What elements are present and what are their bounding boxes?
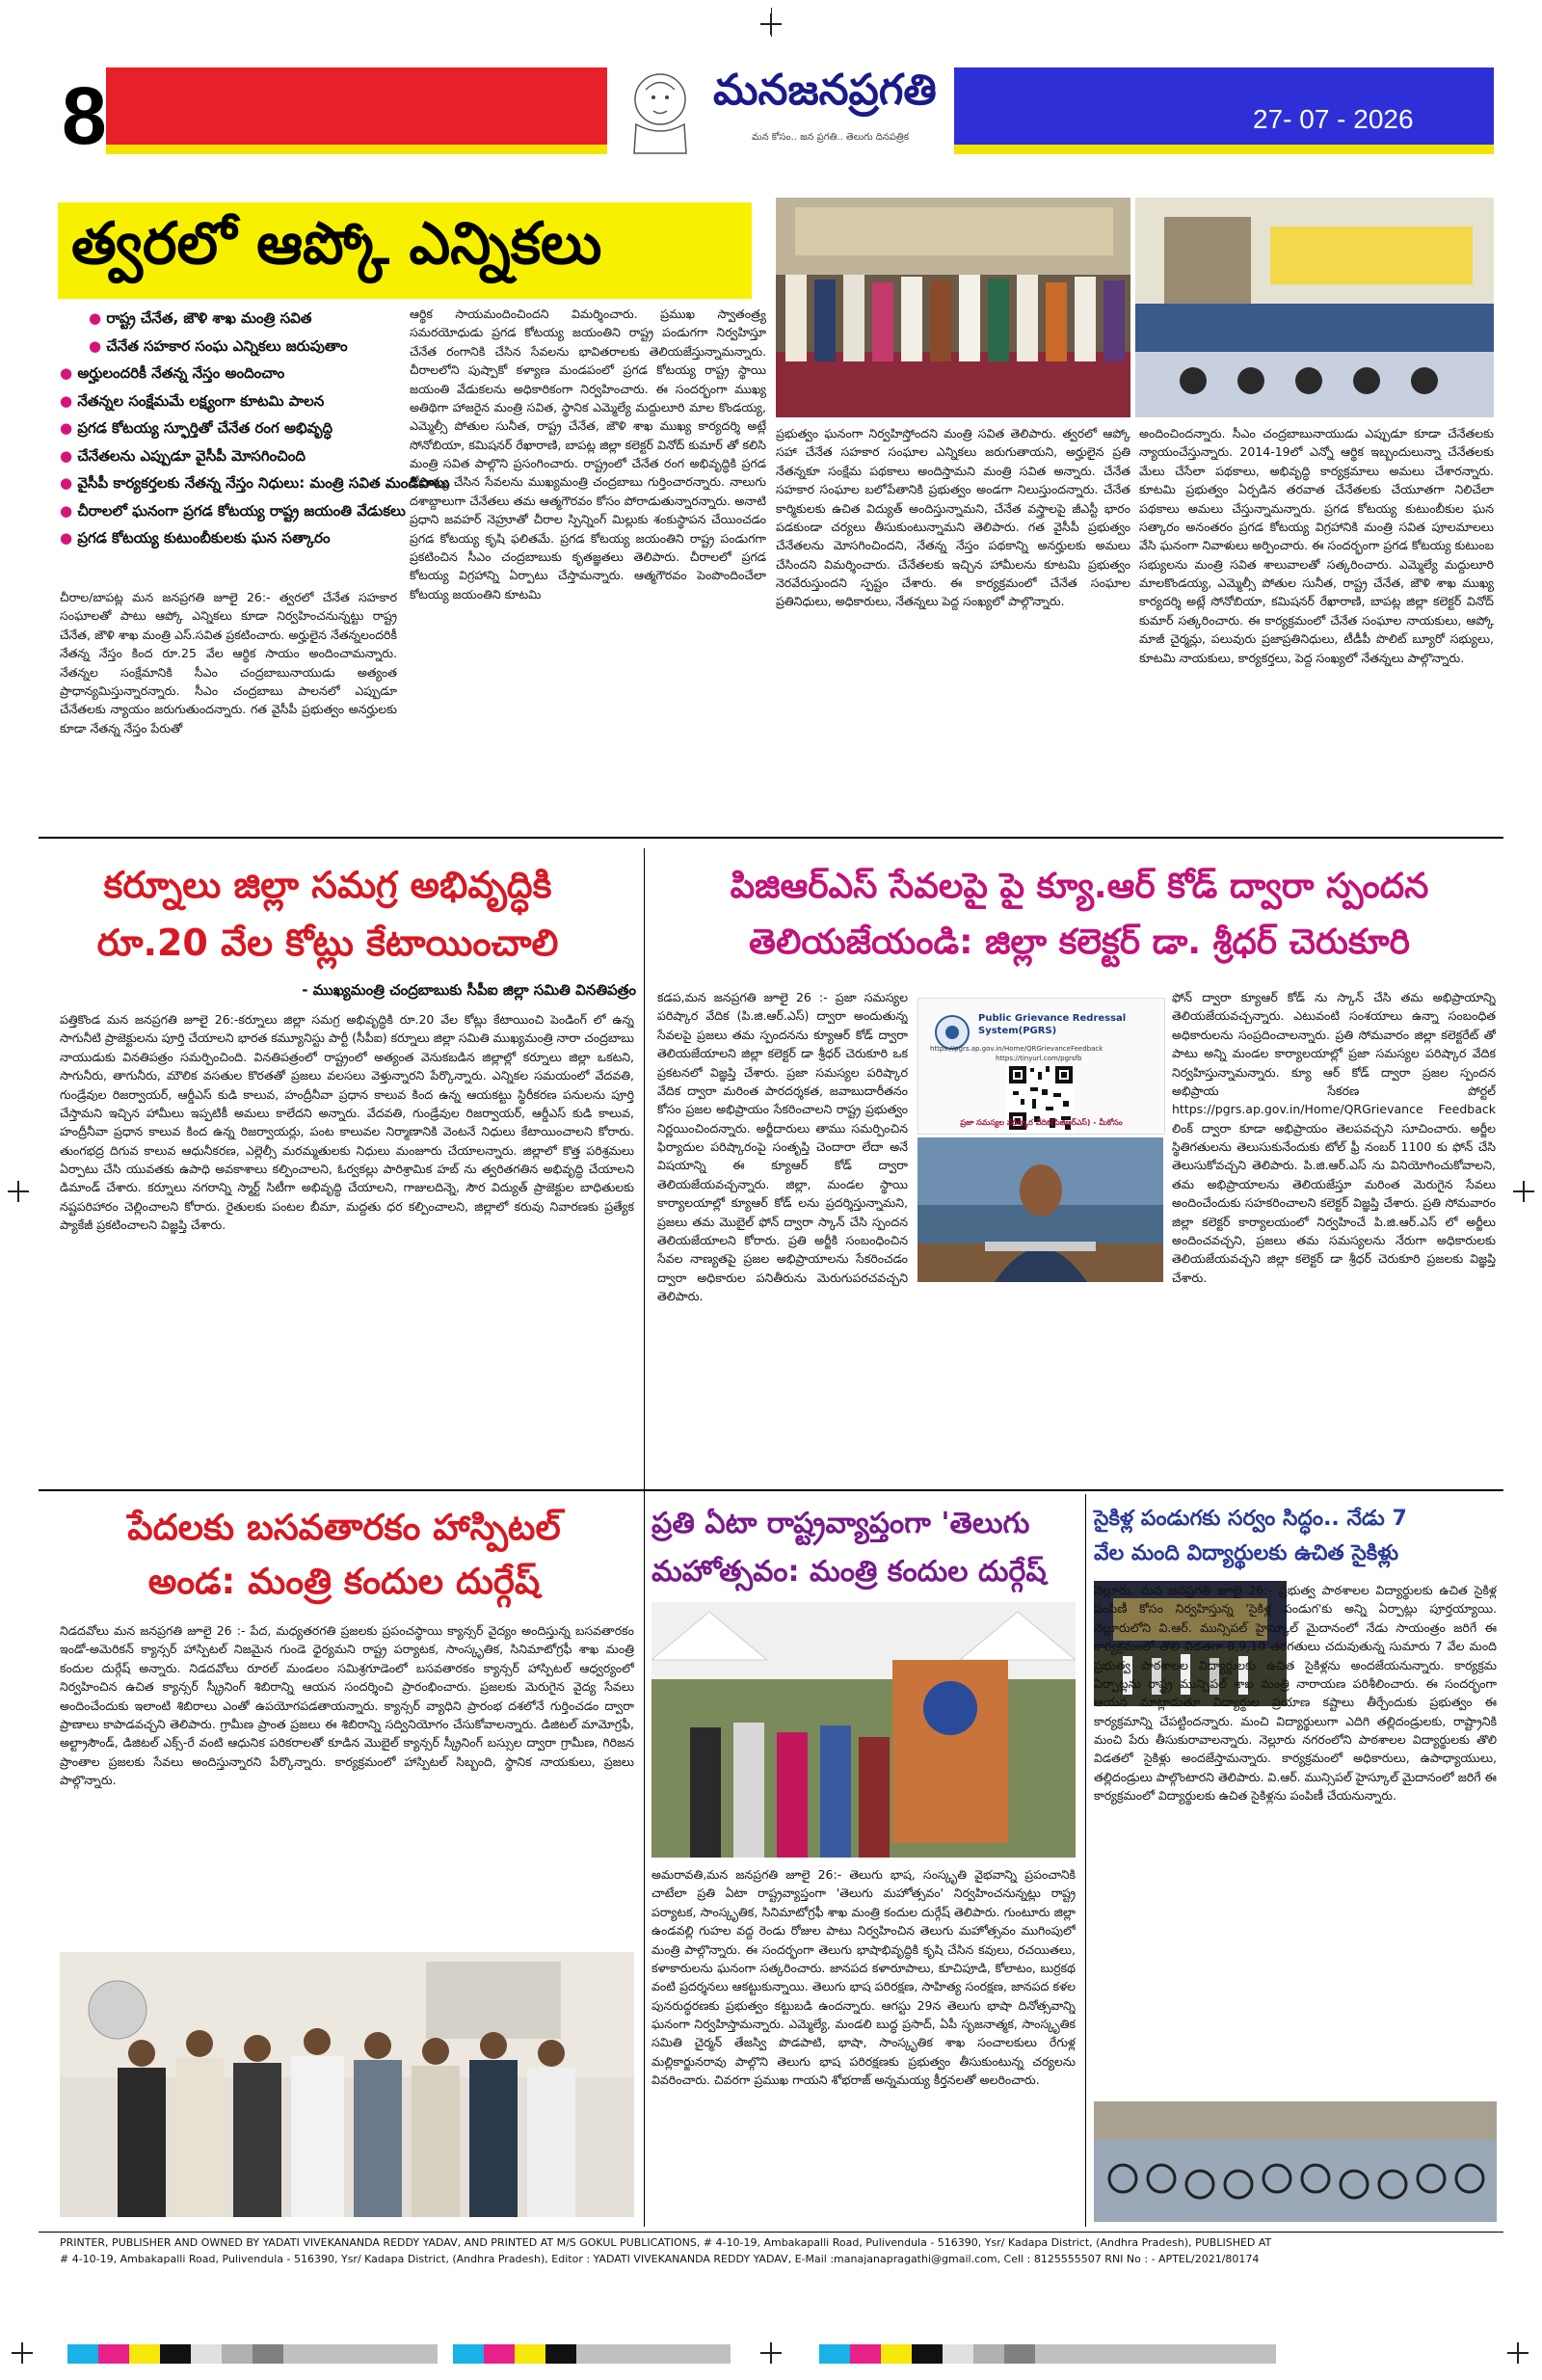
registration-mark-top [760,13,782,35]
registration-mark-bottom-left [12,2342,33,2364]
article6-headline-line2: వేల మంది విద్యార్థులకు ఉచిత సైకిళ్లు [1094,1541,1399,1565]
collector-photo-graphic [917,1137,1163,1282]
article1-photo-felicitation [776,198,1130,417]
article5-photo-festival [651,1602,1076,1858]
article1-column-1: చీరాల/బాపట్ల మన జనప్రగతి జూలై 26:- త్వరలో చేనేత సహకార సంఘాలతో పాటు ఆప్కో ఎన్నికలు కూడా నిర్వహించనున్నట్టు రాష్ట్ర చేనేత, జౌళి శాఖ మంత్రి ఎస్.సవిత ప్రకటించారు. అర్హులైన నేతన్నలందరికీ నేతన్న నేస్తం కింద రూ.25 వేల ఆర్థిక సాయం అందించామన్నారు. నేతన్నల సంక్షేమానికి సీఎం చంద్రబాబునాయుడు అత్యంత ప్రాధాన్యమిస్తున్నారన్నారు. సీఎం చంద్రబాబు పాలనలో ఎప్పుడూ చేనేతలకు న్యాయం జరుగుతుందన్నారు. గత వైసీపీ ప్రభుత్వం అనర్హులకు కూడా నేతన్న నేస్తం పేరుతో [60,590,397,735]
pgrs-short-url: https://tinyurl.com/pgrsfb [996,1055,1082,1062]
masthead-logo [607,56,954,162]
bullet-item: ● చేనేత సహకార సంఘ ఎన్నికలు జరుపుతాం [89,336,348,355]
felicitation-photo-graphic [776,198,1130,417]
registration-mark-bottom [760,2342,782,2364]
article6-headline-line1: సైకిళ్ల పండుగకు సర్వం సిద్ధం.. నేడు 7 [1094,1507,1407,1531]
bullet-item: ● చేనేతలను ఎప్పుడూ వైసీపీ మోసగించింది [60,446,306,465]
article2-body: పత్తికొండ మన జనప్రగతి జూలై 26:-కర్నూలు జిల్లా సమగ్ర అభివృద్ధికి రూ.20 వేల కోట్లు కేటాయించి పెండింగ్ లో ఉన్న సాగునీటి ప్రాజెక్టులను పూర్తి చేయాలని భారత కమ్యూనిస్టు పార్టీ (సీపీఐ) కర్నూలు జిల్లా సమితి ముఖ్యమంత్రి నారా చంద్రబాబు నాయుడుకు వినతిపత్రం సమర్పించింది. వినతిపత్రంలో రాష్ట్రంలో అత్యంత వెనుకబడిన జిల్లాల్లో కర్నూలు జిల్లా ఒకటని, సాగునీరు, తాగునీరు, మౌలిక వసతుల కొరతతో ప్రజలు వలసలు వెళ్తున్నారని పేర్కొన్నారు. ఎన్నికల సమయంలో వేదవతి, గుండ్రేవుల రిజర్వాయర్, ఆర్డీఎస్ కుడి కాలువ, హంద్రీనీవా ప్రధాన కాలువ కింద ఉన్న ఆయకట్టు స్థిరీకరణ పనులను పూర్తి చేస్తామని ఇచ్చిన హామీలు ఇప్పటికీ అమలు కాలేదని అన్నారు. వేదవతి, గుండ్రేవుల రిజర్వాయర్, ఆర్డీఎస్ కుడి కాలువ, హంద్రీనీవా ప్రధాన కాలువ కింద ఉన్న రిజర్వాయర్లు, పంట కాలువల నిర్మాణానికి వెంటనే నిధులు కేటాయించాలని కోరారు. తుంగభద్ర దిగువ కాలువ ఆధునీకరణ, ఎల్లెల్సీ మరమ్మతులకు నిధులు మంజూరు చేయాలన్నారు. జిల్లాలో కొత్త పరిశ్రమలు ఏర్పాటు చేసి యువతకు ఉపాధి అవకాశాలు కల్పించాలని, ఓర్వకల్లు పారిశ్రామిక హబ్ ను త్వరితగతిన అభివృద్ధి చేయాలని డిమాండ్ చేశారు. కర్నూలు నగరాన్ని స్మార్ట్ సిటీగా అభివృద్ధి చేయాలని, గాజులదిన్నె, సౌర విద్యుత్ ప్రాజెక్టుల బాధితులకు నష్టపరిహారం చెల్లించాలని కోరారు. రైతులకు పంటల బీమా, మద్దతు ధర కల్పించాలని, జిల్లాలో కరువు నివారణకు ప్రత్యేక ప్యాకేజీ ప్రకటించాలని విజ్ఞప్తి చేశారు. [60,1012,634,1233]
pgrs-qr-poster [917,998,1165,1135]
pgrs-caption: ప్రజా సమస్యల పరిష్కార వేదిక(పిజిఆర్ఎస్) - మీకోసం [960,1118,1123,1127]
article4-body: నిడదవోలు మన జనప్రగతి జూలై 26 :- పేద, మధ్యతరగతి ప్రజలకు ప్రపంచస్థాయి క్యాన్సర్ వైద్యం అందిస్తున్న బసవతారకం ఇండో-అమెరికన్ క్యాన్సర్ హాస్పిటల్ నిజమైన గుండె ధైర్యమని రాష్ట్ర పర్యాటక, సాంస్కృతిక, సినిమాటోగ్రఫీ శాఖ మంత్రి కందుల దుర్గేష్ అన్నారు. నిడదవోలు రూరల్ మండలం సమిశ్రగూడెంలో బసవతారకం క్యాన్సర్ హాస్పిటల్ ఆధ్వర్యంలో నిర్వహించిన ఉచిత క్యాన్సర్ స్క్రీనింగ్ శిబిరాన్ని ఆయన సందర్శించి ప్రారంభించారు. ప్రజలకు మెరుగైన వైద్య సేవలు అందించేందుకు ఇలాంటి శిబిరాలు ఎంతో ఉపయోగపడతాయన్నారు. క్యాన్సర్ వ్యాధిని ప్రారంభ దశలోనే గుర్తించడం ద్వారా ప్రాణాలు కాపాడవచ్చని తెలిపారు. గ్రామీణ ప్రాంత ప్రజలు ఈ శిబిరాన్ని సద్వినియోగం చేసుకోవాలన్నారు. డిజిటల్ మామోగ్రఫీ, అల్ట్రాసౌండ్, డిజిటల్ ఎక్స్-రే వంటి ఆధునిక పరికరాలతో కూడిన మొబైల్ క్యాన్సర్ స్క్రీనింగ్ బస్సుల ద్వారా గ్రామీణ, గిరిజన ప్రాంతాల ప్రజలకు సేవలు అందిస్తున్నారని పేర్కొన్నారు. కార్యక్రమంలో హాస్పిటల్ సిబ్బంది, స్థానిక నాయకులు, ప్రజలు పాల్గొన్నారు. [60,1623,634,1787]
bullet-item: ● ప్రగడ కోటయ్య కుటుంబీకులకు ఘన సత్కారం [60,529,331,547]
stage-photo-graphic [1135,198,1494,417]
article6-photo-cycles [1094,2101,1497,2222]
color-calibration-bar-right [819,2344,1276,2364]
masthead-yellow-strip-right [954,145,1494,154]
article5-body: అమరావతి,మన జనప్రగతి జూలై 26:- తెలుగు భాష, సంస్కృతి వైభవాన్ని ప్రపంచానికి చాటేలా ప్రతి ఏటా రాష్ట్రవ్యాప్తంగా 'తెలుగు మహోత్సవం' నిర్వహించనున్నట్లు రాష్ట్ర పర్యాటక, సాంస్కృతిక, సినిమాటోగ్రఫీ శాఖ మంత్రి కందుల దుర్గేష్ తెలిపారు. గుంటూరు జిల్లా ఉండవల్లి గుహల వద్ద రెండు రోజుల పాటు నిర్వహించిన తెలుగు మహోత్సవం ముగింపులో మంత్రి పాల్గొన్నారు. ఈ సందర్భంగా తెలుగు భాషాభివృద్ధికి కృషి చేసిన కవులు, రచయితలు, కళాకారులను ఘనంగా సత్కరించారు. జానపద కళారూపాలు, కూచిపూడి, కోలాటం, బుర్రకథ వంటి ప్రదర్శనలు ఆకట్టుకున్నాయి. తెలుగు భాష పరిరక్షణ, సాహిత్య సంరక్షణ, జానపద కళల పునరుద్ధరణకు ప్రభుత్వం కట్టుబడి ఉందన్నారు. ఆగస్టు 29న తెలుగు భాషా దినోత్సవాన్ని ఘనంగా నిర్వహిస్తామన్నారు. ఎమ్మెల్యే, మండలి బుద్ధ ప్రసాద్, ఏపీ సృజనాత్మక, సాంస్కృతిక సమితి చైర్మన్ తేజస్వి పొడపాటి, భాషా, సాంస్కృతిక శాఖ సంచాలకులు రేగుళ్ల మల్లికార్జునరావు పాల్గొని తెలుగు భాష పరిరక్షణకు ప్రభుత్వం తీసుకుంటున్న చర్యలను వివరించారు. చివరగా ప్రముఖ గాయని శోభరాజ్ అన్నమయ్య కీర్తనలతో అలరించారు. [651,1867,1076,2088]
hospital-photo-graphic [60,1952,634,2217]
page-number: 8 [62,70,107,161]
imprint-line-1: PRINTER, PUBLISHER AND OWNED BY YADATI VIVEKANANDA REDDY YADAV, AND PRINTED AT M/S GOKUL PUBLICATIONS, # 4-10-19, Ambakapalli Road, Pulivendula - 516390, Ysr/ Kadapa District, (Andhra Pradesh), PUBLISHED AT [60,2236,1272,2249]
article2-headline-line2: రూ.20 వేల కోట్లు కేటాయించాలి [96,922,559,964]
masthead-red-band [106,67,607,145]
bullet-item: ● నేతన్నల సంక్షేమమే లక్ష్యంగా కూటమి పాలన [60,391,325,410]
bullet-item: ● చీరాలలో ఘనంగా ప్రగడ కోటయ్య రాష్ట్ర జయంతి వేడుకలు [60,501,406,520]
article1-headline: త్వరలో ఆప్కో ఎన్నికలు [58,202,752,299]
pgrs-org-label: Public Grievance Redressal System(PGRS) [978,1013,1127,1036]
article3-headline-line2: తెలియజేయండి: జిల్లా కలెక్టర్ డా. శ్రీధర్ చెరుకూరి [748,923,1411,962]
article2-subhead: - ముఖ్యమంత్రి చంద్రబాబుకు సీపీఐ జిల్లా సమితి వినతిపత్రం [302,981,636,999]
column-divider [644,1494,645,2227]
imprint-divider [39,2232,1503,2233]
color-calibration-bar-center [453,2344,731,2364]
pgrs-url: https://pgrs.ap.gov.in/Home/QRGrievanceFeedback [930,1045,1103,1053]
article5-headline-line2: మహోత్సవం: మంత్రి కందుల దుర్గేష్ [651,1555,1047,1589]
mascot-sketch-icon [617,61,704,157]
bullet-item: ● రాష్ట్ర చేనేత, జౌళి శాఖ మంత్రి సవిత [89,309,312,327]
article1-column-3: ప్రభుత్వం ఘనంగా నిర్వహిస్తోందని మంత్రి సవిత తెలిపారు. త్వరలో ఆప్కో సహా చేనేత సహకార సంఘాల ఎన్నికలు జరుగుతాయని, అర్హులైన ప్రతి నేతన్నకూ సంక్షేమ పథకాలు అందిస్తామని మంత్రి సవిత అన్నారు. చేనేత సహకార సంఘాల బలోపేతానికి ప్రభుత్వం అండగా నిలుస్తుందన్నారు. చేనేత కార్మికులకు ఉచిత విద్యుత్ అందిస్తున్నామని, చేనేత వస్త్రాలపై జీఎస్టీ భారం పడకుండా చర్యలు తీసుకుంటున్నామని తెలిపారు. గత వైసీపీ ప్రభుత్వం చేనేతలను మోసగించిందని, నేతన్న నేస్తం పథకాన్ని అనర్హులకు అమలు చేసిందని విమర్శించారు. చేనేతలకు ఇచ్చిన హామీలను కూటమి ప్రభుత్వం నెరవేరుస్తుందని స్పష్టం చేశారు. ఈ కార్యక్రమంలో చేనేత సంఘాల ప్రతినిధులు, అధికారులు, నేతన్నలు పెద్ద సంఖ్యలో పాల్గొన్నారు. [776,426,1130,609]
article4-photo-hospital [60,1952,634,2217]
article3-headline-line1: పిజిఆర్ఎస్ సేవలపై పై క్యూ.ఆర్ కోడ్ ద్వారా స్పందన [730,867,1429,906]
article2-headline-line1: కర్నూలు జిల్లా సమగ్ర అభివృద్ధికి [103,864,552,906]
imprint-line-2: # 4-10-19, Ambakapalli Road, Pulivendula - 516390, Ysr/ Kadapa District, (Andhra Pradesh), Editor : YADATI VIVEKANANDA REDDY YADAV, E-Mail :manajanapragathi@gmail.com, Cell : 8125555507 RNI No : - APTEL/2021/80174 [60,2253,1260,2265]
article3-photo-collector [917,1137,1163,1282]
bullet-item: ● అర్హులందరికీ నేతన్న నేస్తం అందించాం [60,364,285,382]
color-calibration-bar-left [67,2344,438,2364]
column-divider [1085,1494,1086,2227]
section-divider [39,837,1503,839]
article3-column-1: కడప,మన జనప్రగతి జూలై 26 :- ప్రజా సమస్యల పరిష్కార వేదిక (పి.జి.ఆర్.ఎస్) ద్వారా అందుతున్న సేవలపై ప్రజలు తమ స్పందనను క్యూఆర్ కోడ్ ద్వారా తెలియజేయాలని జిల్లా కలెక్టర్ డా శ్రీధర్ చెరుకూరి ఒక ప్రకటనలో విజ్ఞప్తి చేశారు. ప్రజా సమస్యల పరిష్కార వేదిక ద్వారా మరింత పారదర్శకత, జవాబుదారీతనం కోసం ప్రజల అభిప్రాయం సేకరించాలని రాష్ట్ర ప్రభుత్వం నిర్ణయించిందన్నారు. అర్జీదారులు తాము సమర్పించిన ఫిర్యాదుల పరిష్కారంపై సంతృప్తి చెందారా లేదా అనే విషయాన్ని ఈ క్యూఆర్ కోడ్ ద్వారా తెలియజేయవచ్చన్నారు. జిల్లా, మండల స్థాయి కార్యాలయాల్లో క్యూఆర్ కోడ్ లను ప్రదర్శిస్తున్నామని, ప్రజలు తమ మొబైల్ ఫోన్ ద్వారా స్కాన్ చేసి స్పందన తెలియజేయాలని కోరారు. ప్రతి అర్జీకి సంబంధించిన సేవల నాణ్యతపై ప్రజల అభిప్రాయాలను సేకరించడం ద్వారా అధికారుల పనితీరును మెరుగుపరచవచ్చని తెలిపారు. [657,990,908,1303]
cycles-photo-graphic [1094,2101,1497,2222]
masthead-yellow-strip-left [106,145,607,154]
article6-body: నెల్లూరు, మన జనప్రగతి జూలై 26:- ప్రభుత్వ పాఠశాలల విద్యార్థులకు ఉచిత సైకిళ్ల పంపిణీ కోసం నిర్వహిస్తున్న 'సైకిళ్ల పండుగ'కు అన్ని ఏర్పాట్లు పూర్తయ్యాయి. నెల్లూరులోని వి.ఆర్. మున్సిపల్ హైస్కూల్ మైదానంలో నేడు సాయంత్రం జరిగే ఈ కార్యక్రమంలో తొలి విడతగా 8,9,10 తరగతులు చదువుతున్న సుమారు 7 వేల మంది ప్రభుత్వ పాఠశాలల విద్యార్థులకు ఉచిత సైకిళ్లను అందజేయనున్నారు. కార్యక్రమ ఏర్పాట్లను రాష్ట్ర మున్సిపల్ శాఖ మంత్రి నారాయణ పరిశీలించారు. ఈ సందర్భంగా ఆయన మాట్లాడుతూ విద్యార్థుల ప్రయాణ కష్టాలు తీర్చేందుకు ప్రభుత్వం ఈ కార్యక్రమాన్ని చేపట్టిందన్నారు. మంచి విద్యార్థులుగా ఎదిగి తల్లిదండ్రులకు, రాష్ట్రానికి మంచి పేరు తీసుకురావాలన్నారు. నెల్లూరు నగరంలోని పాఠశాలల విద్యార్థులకు తొలి విడతలో సైకిళ్లు అందజేస్తామన్నారు. కార్యక్రమంలో అధికారులు, ఉపాధ్యాయులు, తల్లిదండ్రులు పాల్గొంటారని తెలిపారు. వి.ఆర్. మున్సిపల్ హైస్కూల్ మైదానంలో జరిగే ఈ కార్యక్రమంలో విద్యార్థులకు ఉచిత సైకిళ్లను పంపిణీ చేయనున్నారు. [1094,1583,1497,1804]
registration-mark-left [8,1181,29,1202]
newspaper-title: మనజనప్రగతి [713,66,937,115]
article1-column-4: అందించిందన్నారు. సీఎం చంద్రబాబునాయుడు ఎప్పుడూ కూడా చేనేతలకు న్యాయంచేస్తున్నారు. 2014-19లో ఎన్నో ఆర్థిక ఇబ్బందులున్నా చేనేతలకు మేలు చేసేలా పథకాలు, అభివృద్ధి కార్యక్రమాలు అమలు చేశారన్నారు. కూటమి ప్రభుత్వం ఏర్పడిన తరవాత చేనేతలకు చేయూతగా నిలిచేలా పథకాలు అమలు చేస్తున్నామన్నారు. ప్రగడ కోటయ్య కుటుంబీకుల ఘన సత్కారం అనంతరం ప్రగడ కోటయ్య విగ్రహానికి మంత్రి సవిత పూలమాలలు వేసి ఘనంగా నివాళులు అర్పించారు. ఈ సందర్భంగా ప్రగడ కోటయ్య కుటుంబ సభ్యులను మంత్రి సవిత శాలువాలతో సత్కరించారు. ఎమ్మెల్యే మద్దులూరి మాలకొండయ్య, ఎమ్మెల్సీ పోతుల సునీత, రాష్ట్ర చేనేత, జౌళి శాఖ ముఖ్య కార్యదర్శి అట్లే సోనోబియా, కమిషనర్ రేఖారాణి, బాపట్ల జిల్లా కలెక్టర్ వినోద్ కుమార్ సత్కరించారు. ఈ కార్యక్రమంలో చేనేత సంఘాల నాయకులు, ఆప్కో మాజీ చైర్మన్లు, పలువురు ప్రజాప్రతినిధులు, టీడీపీ పొలిట్ బ్యూరో సభ్యులు, కూటమి నాయకులు, కార్యకర్తలు, పెద్ద సంఖ్యలో నేతన్నలు పాల్గొన్నారు. [1139,426,1494,665]
bullet-item: ● ప్రగడ కోటయ్య స్ఫూర్తితో చేనేత రంగ అభివృద్ధి [60,419,333,437]
article5-headline-line1: ప్రతి ఏటా రాష్ట్రవ్యాప్తంగా 'తెలుగు [651,1507,1030,1540]
festival-photo-graphic [651,1602,1076,1858]
article1-column-2: ఆర్థిక సాయమందించిందని విమర్శించారు. ప్రముఖ స్వాతంత్ర్య సమరయోధుడు ప్రగడ కోటయ్య జయంతిని రాష్ట్ర పండుగగా నిర్వహిస్తూ చేనేత రంగానికి చేసిన సేవలను భావితరాలకు తెలియజేస్తున్నామన్నారు. చీరాలలోని పుష్పాకో కళ్యాణ మండపంలో ప్రగడ కోటయ్య రాష్ట్ర స్థాయి జయంతి వేడుకలను అధికారికంగా నిర్వహించారు. ఈ సందర్భంగా ముఖ్య అతిథిగా హాజరైన మంత్రి సవిత, స్థానిక ఎమ్మెల్యే మద్దులూరి మాల కొండయ్య, ఎమ్మెల్సీ పోతుల సునీత, రాష్ట్ర చేనేత, జౌళి శాఖ ముఖ్య కార్యదర్శి అట్లే సోనోబియా, కమిషనర్ రేఖారాణి, బాపట్ల జిల్లా కలెక్టర్ వినోద్ కుమార్ తో కలిసి మంత్రి సవిత పాల్గొని ప్రసంగించారు. రాష్ట్రంలో చేనేత రంగ అభివృద్ధికి ప్రగడ కోటయ్య చేసిన సేవలను ముఖ్యమంత్రి చంద్రబాబు గుర్తించారన్నారు. నాలుగు దశాబ్దాలుగా చేనేతలు తమ ఆత్మగౌరవం కోసం పోరాడుతున్నారన్నారు. అనాటి ప్రధాని జవహర్ నెహ్రూతో చీరాల స్పిన్నింగ్ మిల్లుకు శంకుస్థాపన చేయించడం ప్రగడ కోటయ్య కృషి ఫలితమే. ప్రగడ కోటయ్య జయంతిని రాష్ట్ర పండుగగా ప్రకటించిన సీఎం చంద్రబాబుకు కృతజ్ఞతలు తెలిపారు. చీరాలలో ప్రగడ కోటయ్య విగ్రహాన్ని ఏర్పాటు చేస్తామన్నారు. ఆత్మగౌరవం పెంపొందించేలా కోటయ్య జయంతిని కూటమి [410,307,766,602]
registration-mark-bottom-right [1507,2342,1529,2364]
article1-photo-stage [1135,198,1494,417]
article4-headline-line1: పేదలకు బసవతారకం హాస్పిటల్ [127,1507,561,1548]
section-divider [39,1489,1503,1491]
article4-headline-line2: అండ: మంత్రి కందుల దుర్గేష్ [147,1561,541,1602]
newspaper-tagline: మన కోసం.. జన ప్రగతి.. తెలుగు దినపత్రిక [752,132,909,143]
registration-mark-right [1513,1181,1534,1202]
issue-date: 27- 07 - 2026 [1253,104,1414,134]
bullet-item: ● వైసీపీ కార్యకర్తలకు నేతన్న నేస్తం నిధులు: మంత్రి సవిత మండిపాటు [60,474,450,492]
article3-column-2: ఫోన్ ద్వారా క్యూఆర్ కోడ్ ను స్కాన్ చేసి తమ అభిప్రాయాన్ని తెలియజేయవచ్చన్నారు. ఎటువంటి సంశయాలు ఉన్నా సంబంధిత అధికారులను సంప్రదించాలన్నారు. ప్రతి సోమవారం జిల్లా కలెక్టరేట్ తో పాటు అన్ని మండల కార్యాలయాల్లో ప్రజా సమస్యల పరిష్కార వేదిక నిర్వహిస్తున్నామన్నారు. క్యూ ఆర్ కోడ్ ద్వారా ప్రజల స్పందన అభిప్రాయ సేకరణ పోర్టల్ https://pgrs.ap.gov.in/Home/QRGrievance Feedback లింక్ ద్వారా కూడా అభిప్రాయం తెలపవచ్చని సూచించారు. అర్జీల స్థితిగతులను తెలుసుకునేందుకు టోల్ ఫ్రీ నంబర్ 1100 కు ఫోన్ చేసి తెలుసుకోవచ్చని తెలిపారు. పి.జి.ఆర్.ఎస్ ను వినియోగించుకోవాలని, తమ అభిప్రాయాలను తెలియజేస్తూ మరింత మెరుగైన సేవలు అందించేందుకు సహకరించాలని కలెక్టర్ విజ్ఞప్తి చేశారు. ప్రతి సోమవారం జిల్లా కలెక్టర్ కార్యాలయంలో నిర్వహించే పి.జి.ఆర్.ఎస్ లో అర్జీలు అందించవచ్చని, ప్రజలు తమ సమస్యలను నేరుగా అధికారులకు తెలియజేయవచ్చని జిల్లా కలెక్టర్ డా శ్రీధర్ చెరుకూరి ప్రజలకు విజ్ఞప్తి చేశారు. [1172,990,1496,1285]
